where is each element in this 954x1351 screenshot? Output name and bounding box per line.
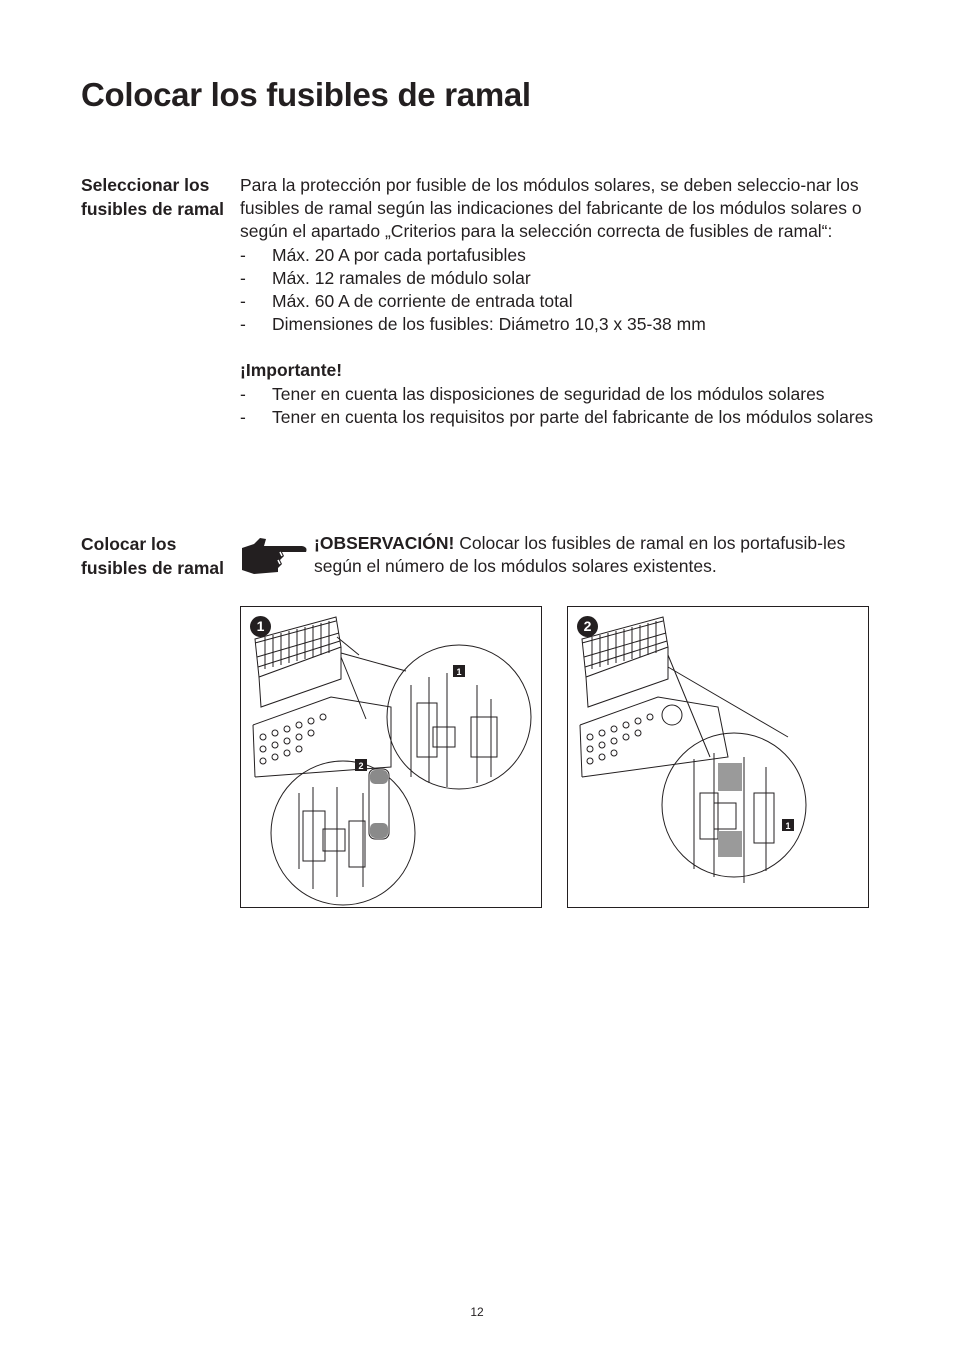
list-item: - Máx. 20 A por cada portafusibles <box>240 244 526 265</box>
page-number: 12 <box>470 1305 484 1319</box>
pointing-hand-icon <box>240 536 310 576</box>
figure-step-2 <box>567 606 869 908</box>
important-list <box>240 383 880 429</box>
section-label-insert-fuses: Colocar los fusibles de ramal <box>81 534 224 578</box>
callout-label-1: 1 <box>456 667 462 677</box>
list-item: - Dimensiones de los fusibles: Diámetro 10,3 x 35-38 mm <box>240 314 706 335</box>
fuse-removal-illustration <box>241 607 543 909</box>
note-body: Colocar los fusibles de ramal en los portafusib-les según el número de los módulos solares existentes. <box>314 533 846 577</box>
callout-label-1: 1 <box>785 821 791 831</box>
section-label-select-fuses: Seleccionar los fusibles de ramal <box>81 175 224 219</box>
list-item: - Máx. 12 ramales de módulo solar <box>240 267 531 288</box>
fuse-spec-list <box>240 244 880 337</box>
list-item: - Máx. 60 A de corriente de entrada total <box>240 291 573 312</box>
intro-paragraph: Para la protección por fusible de los módulos solares, se deben seleccio-nar los fusibles de ramal según las indicaciones del fabricante de los módulos solares o según el apartado „Criterios para la selección correcta de fusibles de ramal“: <box>240 175 862 242</box>
list-item: - Tener en cuenta las disposiciones de seguridad de los módulos solares <box>240 383 825 404</box>
note-text <box>314 532 880 578</box>
list-item: - Tener en cuenta los requisitos por parte del fabricante de los módulos solares <box>240 406 874 427</box>
step-badge: 2 <box>577 616 598 637</box>
page-title: Colocar los fusibles de ramal <box>81 76 531 113</box>
section-select-fuses-body <box>240 174 880 429</box>
figure-step-1 <box>240 606 542 908</box>
callout-label-2: 2 <box>358 761 364 771</box>
important-heading: ¡Importante! <box>240 360 343 381</box>
fuse-insertion-illustration <box>568 607 870 909</box>
note-heading: ¡OBSERVACIÓN! <box>314 533 455 553</box>
step-badge: 1 <box>250 616 271 637</box>
